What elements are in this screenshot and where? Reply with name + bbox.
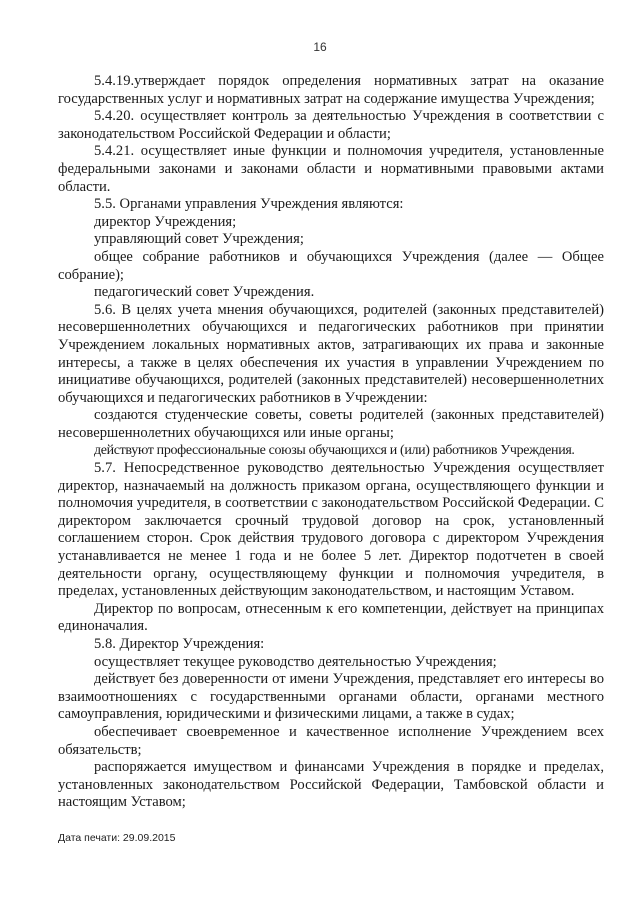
paragraph: обеспечивает своевременное и качественное исполнение Учреждением всех обязательств; xyxy=(58,723,604,758)
paragraph: 5.4.19.утверждает порядок определения нормативных затрат на оказание государственных услуг и нормативных затрат на содержание имущества Учреждения; xyxy=(58,73,604,107)
page-number: 16 xyxy=(313,40,327,54)
document-body xyxy=(58,73,604,812)
paragraph: действуют профессиональные союзы обучающихся и (или) работников Учреждения. xyxy=(94,443,575,459)
paragraph: педагогический совет Учреждения. xyxy=(94,284,315,301)
paragraph: 5.6. В целях учета мнения обучающихся, родителей (законных представителей) несовершеннолетних обучающихся и педагогических работников при принятии Учреждением локальных нормативных актов, затрагивающих их права и законные интересы, а также в целях обеспечения их участия в управлении Учреждением по инициативе обучающихся, родителей (законных представителей) несовершеннолетних обучающихся и педагогических работников в Учреждении: xyxy=(58,301,604,406)
paragraph: общее собрание работников и обучающихся Учреждения (далее — Общее собрание); xyxy=(58,248,604,283)
paragraph: создаются студенческие советы, советы родителей (законных представителей) несовершеннолетних обучающихся или иные органы; xyxy=(58,407,604,441)
paragraph: Директор по вопросам, отнесенным к его компетенции, действует на принципах единоначалия. xyxy=(58,600,604,635)
print-date: Дата печати: 29.09.2015 xyxy=(58,832,176,844)
paragraph: 5.5. Органами управления Учреждения являются: xyxy=(94,196,404,213)
paragraph: директор Учреждения; xyxy=(94,213,237,230)
paragraph: осуществляет текущее руководство деятельностью Учреждения; xyxy=(94,653,497,670)
paragraph: распоряжается имуществом и финансами Учреждения в порядке и пределах, установленных законодательством Российской Федерации, Тамбовской области и настоящим Уставом; xyxy=(58,759,604,811)
paragraph: 5.8. Директор Учреждения: xyxy=(94,636,265,652)
paragraph: управляющий совет Учреждения; xyxy=(94,231,304,248)
paragraph: действует без доверенности от имени Учреждения, представляет его интересы во взаимоотношениях с государственными органами области, органами местного самоуправления, юридическими и физическими лицами, а также в судах; xyxy=(58,671,604,723)
paragraph: 5.4.21. осуществляет иные функции и полномочия учредителя, установленные федеральными законами и законами области и нормативными правовыми актами области. xyxy=(58,143,604,195)
paragraph: 5.7. Непосредственное руководство деятельностью Учреждения осуществляет директор, назначаемый на должность приказом органа, осуществляющего функции и полномочия учредителя, в соответствии с законодательством Российской Федерации. С директором заключается срочный трудовой договор на срок, установленный соглашением сторон. Срок действия трудового договора с директором Учреждения устанавливается не менее 1 года и не более 5 лет. Директор подотчетен в своей деятельности органу, осуществляющему функции и полномочия учредителя, в пределах, установленных действующим законодательством, и настоящим Уставом. xyxy=(58,460,604,600)
paragraph: 5.4.20. осуществляет контроль за деятельностью Учреждения в соответствии с законодательством Российской Федерации и области; xyxy=(58,108,604,142)
